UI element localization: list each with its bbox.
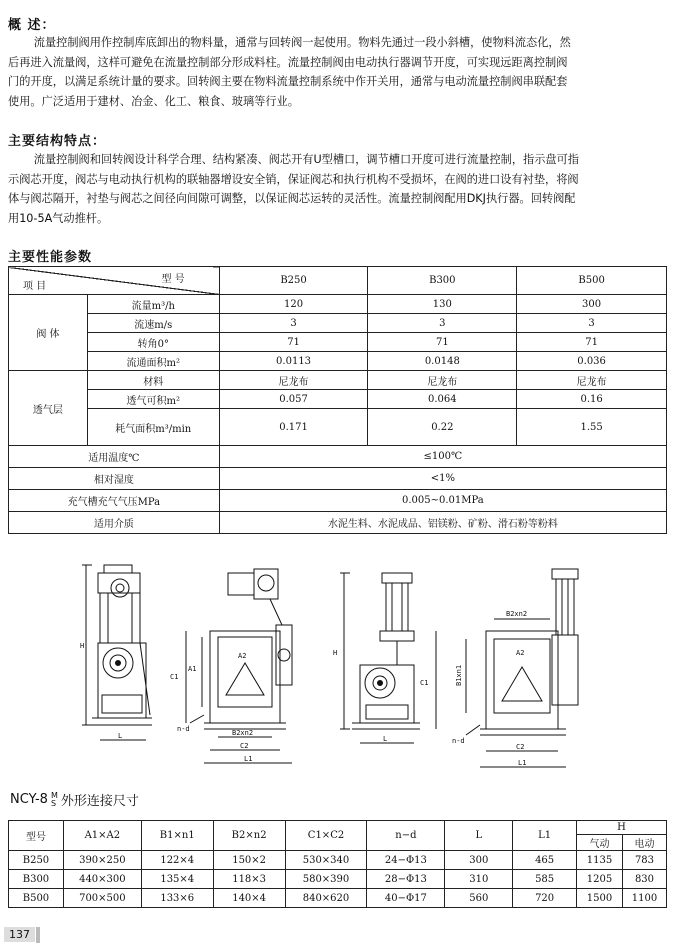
dim-row [9,870,667,889]
dim-subheader: 电动 [622,835,666,851]
row-label: 相对湿度 [9,468,220,490]
performance-heading: 主要性能参数 [8,250,93,265]
cell: 580×390 [285,870,367,889]
cell: 830 [622,870,666,889]
dim-label-C1: C1 [170,673,179,681]
corner-item-label: 项 目 [23,281,47,292]
cell: 390×250 [63,851,141,870]
dim-label-A2: A2 [516,649,525,657]
spec-row [9,371,667,390]
cell: 0.0148 [368,352,517,371]
dim-header: C1×C2 [285,821,367,851]
cell: B300 [9,870,64,889]
valve-drawings [0,555,675,780]
structure-line: 示阀芯开度，阀芯与电动执行机构的联轴器增设安全销，保证阀芯和执行机构不受损坏，在阀的进口设有衬垫，将阀 [8,172,579,186]
dim-label-A1: A1 [188,665,197,673]
electric-valve-front-view [170,569,292,763]
cell: 585 [513,870,577,889]
spec-row [9,446,667,468]
corner-model-label: 型 号 [161,274,185,285]
cell: ≤100℃ [219,446,666,468]
page-number-bar [36,927,40,943]
cell: 120 [219,295,368,314]
cell: 783 [622,851,666,870]
row-label: 适用温度℃ [9,446,220,468]
cell: 0.064 [368,390,517,409]
row-label: 适用介质 [9,512,220,534]
structure-line: 用10-5A气动推杆。 [8,211,109,225]
row-label: 充气槽充气气压MPa [9,490,220,512]
overview-line: 流量控制阀用作控制库底卸出的物料量，通常与回转阀一起使用。物料先通过一段小斜槽，使物料流态化，然 [33,36,571,49]
structure-line: 流量控制阀和回转阀设计科学合理、结构紧凑、阀芯开有U型槽口，调节槽口开度可进行流量控制，指示盘可指 [33,153,579,166]
row-label: 透气可积m² [87,390,219,409]
cell: B500 [9,889,64,908]
model-header: B300 [368,267,517,295]
cell: 0.036 [517,352,667,371]
dim-label-H: H [333,649,338,657]
cell: 1135 [577,851,623,870]
cell: 140×4 [213,889,285,908]
cell: 0.005~0.01MPa [219,490,666,512]
spec-table [8,266,667,534]
dim-header: H [577,821,667,835]
dim-label-L: L [383,735,388,743]
model-header: B500 [517,267,667,295]
cell: 1.55 [517,409,667,446]
dim-label-nd: n-d [452,737,465,745]
cell: B250 [9,851,64,870]
dim-label-B2n2: B2xn2 [506,610,528,618]
cell: 3 [219,314,368,333]
dim-title-suffix: 外形连接尺寸 [60,794,139,809]
row-label: 转角0° [87,333,219,352]
cell: 28−Φ13 [367,870,445,889]
cell: 720 [513,889,577,908]
page-number: 137 [4,927,35,942]
spec-row [9,333,667,352]
cell: 0.171 [219,409,368,446]
cell: 150×2 [213,851,285,870]
dim-label-L1: L1 [244,755,253,763]
dim-title-sub: S [50,798,57,808]
cell: 71 [368,333,517,352]
electric-valve-side-view [80,565,152,740]
dim-title-prefix: NCY-8 [10,792,48,807]
dim-header: L1 [513,821,577,851]
spec-row [9,295,667,314]
cell: 1100 [622,889,666,908]
dim-header-row [9,821,667,835]
dim-label-B2n2: B2xn2 [232,729,254,737]
dim-label-C2: C2 [240,742,249,750]
row-label: 流速m/s [87,314,219,333]
cell: 71 [219,333,368,352]
dim-label-B1n1: B1xn1 [455,664,463,686]
cell: 135×4 [141,870,213,889]
spec-row [9,512,667,534]
spec-row [9,409,667,446]
structure-heading: 主要结构特点： [8,134,107,149]
cell: 300 [445,851,513,870]
cell: <1% [219,468,666,490]
structure-paragraph [8,150,668,228]
cell: 1500 [577,889,623,908]
dim-header: B1×n1 [141,821,213,851]
dim-table [8,820,667,908]
dim-subheader: 气动 [577,835,623,851]
cell: 0.22 [368,409,517,446]
dim-title-sup: M [50,790,58,800]
dim-label-L1: L1 [518,759,527,767]
dim-header: B2×n2 [213,821,285,851]
dim-header: A1×A2 [63,821,141,851]
pneumatic-valve-side-view [333,573,420,743]
row-label: 材料 [87,371,219,390]
row-label: 流通面积m² [87,352,219,371]
cell: 130 [368,295,517,314]
spec-row [9,490,667,512]
cell: 尼龙布 [219,371,368,390]
overview-paragraph [8,33,668,111]
overview-line: 使用。广泛适用于建材、冶金、化工、粮食、玻璃等行业。 [8,94,299,108]
cell: 440×300 [63,870,141,889]
cell: 3 [368,314,517,333]
cell: 0.057 [219,390,368,409]
cell: 300 [517,295,667,314]
group-label: 透气层 [9,371,88,446]
dim-header: 型号 [9,821,64,851]
dim-row [9,889,667,908]
cell: 尼龙布 [517,371,667,390]
cell: 840×620 [285,889,367,908]
overview-heading: 概 述： [8,18,56,33]
cell: 0.16 [517,390,667,409]
model-header: B250 [219,267,368,295]
pneumatic-valve-front-view [420,569,578,767]
spec-corner-cell [9,267,220,295]
spec-row [9,468,667,490]
dim-label-A2: A2 [238,652,247,660]
cell: 水泥生料、水泥成品、铝镁粉、矿粉、滑石粉等粉料 [219,512,666,534]
cell: 24−Φ13 [367,851,445,870]
dim-title [10,790,139,809]
cell: 700×500 [63,889,141,908]
dim-label-L: L [118,732,123,740]
spec-row [9,352,667,371]
cell: 465 [513,851,577,870]
group-label: 阀 体 [9,295,88,371]
cell: 122×4 [141,851,213,870]
dim-label-C1: C1 [420,679,429,687]
dim-header: L [445,821,513,851]
cell: 0.0113 [219,352,368,371]
dim-label-C2: C2 [516,743,525,751]
dim-row [9,851,667,870]
cell: 1205 [577,870,623,889]
dim-header: n−d [367,821,445,851]
cell: 310 [445,870,513,889]
cell: 118×3 [213,870,285,889]
overview-line: 门的开度，以满足系统计量的要求。回转阀主要在物料流量控制系统中作开关用，通常与电动流量控制阀串联配套 [8,75,568,88]
spec-row [9,390,667,409]
spec-row [9,314,667,333]
spec-header-row [9,267,667,295]
structure-line: 体与阀芯隔开，衬垫与阀芯之间径向间隙可调整，以保证阀芯运转的灵活性。流量控制阀配用DKJ执行器。回转阀配 [8,192,576,205]
cell: 71 [517,333,667,352]
cell: 3 [517,314,667,333]
cell: 尼龙布 [368,371,517,390]
row-label: 耗气面积m³/min [87,409,219,446]
row-label: 流量m³/h [87,295,219,314]
cell: 530×340 [285,851,367,870]
dim-label-nd: n-d [177,725,190,733]
cell: 40−Φ17 [367,889,445,908]
cell: 560 [445,889,513,908]
cell: 133×6 [141,889,213,908]
dim-label-H: H [80,642,85,650]
overview-line: 后再进入流量阀，这样可避免在流量控制部分形成料柱。流量控制阀由电动执行器调节开度，可实现远距离控制阀 [8,55,568,69]
